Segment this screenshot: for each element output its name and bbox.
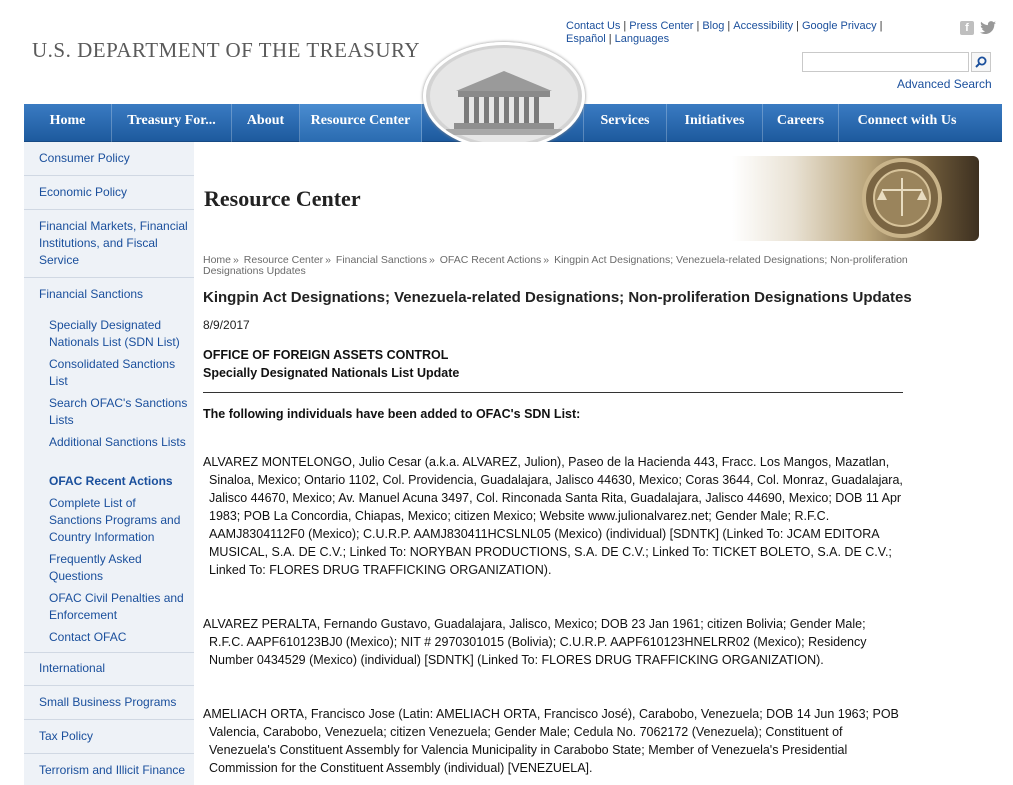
nav-treasury-for[interactable]: Treasury For...	[112, 104, 232, 142]
sidebar-subitem-programs-list[interactable]: Complete List of Sanctions Programs and Country Information	[49, 496, 181, 544]
building-image	[426, 45, 582, 147]
treasury-building-logo[interactable]	[423, 42, 585, 150]
office-heading	[203, 346, 459, 382]
sidebar-item-consumer-policy[interactable]: Consumer Policy	[39, 151, 130, 165]
sidebar-divider	[24, 277, 194, 278]
sidebar-subitem-additional-lists[interactable]: Additional Sanctions Lists	[49, 435, 186, 449]
sdn-entry: ALVAREZ PERALTA, Fernando Gustavo, Guadalajara, Jalisco, Mexico; DOB 23 Jan 1961; citizen Bolivia; Gender Male; R.F.C. AAPF610123BJ0 (Mexico); NIT # 2970301015 (Bolivia); C.U.R.P. AAPF610123HNELRR02 (Mexico); Residency Number 0434529 (Mexico) (individual) [SDNTK] (Linked To: FLORES DRUG TRAFFICKING ORGANIZATION).	[203, 617, 867, 667]
sidebar-subitem-civil-penalties[interactable]: OFAC Civil Penalties and Enforcement	[49, 591, 184, 622]
contact-us-link[interactable]: Contact Us	[566, 20, 621, 32]
nav-about[interactable]: About	[232, 104, 300, 142]
sidebar-subitem-recent-actions[interactable]: OFAC Recent Actions	[49, 474, 173, 488]
sidebar	[24, 142, 194, 785]
espanol-link[interactable]: Español	[566, 33, 606, 45]
resource-center-banner	[732, 156, 979, 241]
sidebar-divider	[24, 209, 194, 210]
breadcrumb-financial-sanctions[interactable]: Financial Sanctions	[335, 254, 427, 266]
breadcrumb-current: Kingpin Act Designations; Venezuela-related Designations; Non-proliferation Designations Updates	[203, 254, 908, 277]
sidebar-divider	[24, 719, 194, 720]
sidebar-subitem-search-lists[interactable]: Search OFAC's Sanctions Lists	[49, 396, 188, 427]
main-content	[194, 142, 1002, 785]
sidebar-divider	[24, 175, 194, 176]
search-icon	[975, 56, 987, 68]
sdn-entry: ALVAREZ MONTELONGO, Julio Cesar (a.k.a. ALVAREZ, Julion), Paseo de la Hacienda 443, Fracc. Los Mangos, Mazatlan, Sinaloa, Mexico; Ontario 1102, Col. Providencia, Guadalajara, Jalisco 44630, Mexico; Coras 3644, Col. Monraz, Guadalajara, Jalisco 44670, Mexico; Av. Manuel Acuna 3497, Col. Rinconada Santa Rita, Guadalajara, Jalisco 44690, Mexico; DOB 11 Apr 1983; POB La Concordia, Chiapas, Mexico; citizen Mexico; Website www.julionalvarez.net; Gender Male; R.F.C. AAMJ8304112F0 (Mexico); C.U.R.P. AAMJ830411HCSLNL05 (Mexico) (individual) [SDNTK] (Linked To: JCAM EDITORA MUSICAL, S.A. DE C.V.; Linked To: NORYBAN PRODUCTIONS, S.A. DE C.V.; Linked To: TICKET BOLETO, S.A. DE C.V.; Linked To: FLORES DRUG TRAFFICKING ORGANIZATION).	[203, 455, 903, 577]
sidebar-divider	[24, 652, 194, 653]
article-date: 8/9/2017	[203, 318, 250, 332]
search-input[interactable]	[802, 52, 969, 72]
nav-resource-center[interactable]: Resource Center	[300, 104, 422, 142]
social-links	[960, 21, 994, 35]
article-title: Kingpin Act Designations; Venezuela-related Designations; Non-proliferation Designations Updates	[203, 289, 912, 306]
site-title[interactable]: U.S. DEPARTMENT OF THE TREASURY	[32, 38, 421, 62]
treasury-seal-image	[732, 156, 979, 241]
accessibility-link[interactable]: Accessibility	[733, 20, 794, 32]
breadcrumb-home[interactable]: Home	[203, 254, 232, 266]
breadcrumb: Home » Resource Center » Financial Sanctions » OFAC Recent Actions » Kingpin Act Designations; Venezuela-related Designations; Non-proliferation Designations Updates	[203, 254, 908, 277]
nav-connect-with-us[interactable]: Connect with Us	[857, 113, 957, 128]
twitter-icon[interactable]	[980, 21, 994, 35]
divider-rule	[203, 392, 903, 393]
facebook-icon[interactable]: f	[960, 21, 974, 35]
sidebar-subitem-contact-ofac[interactable]: Contact OFAC	[49, 630, 127, 644]
nav-services[interactable]: Services	[583, 104, 667, 142]
sidebar-item-international[interactable]: International	[39, 661, 106, 675]
sidebar-subitem-sdn-list[interactable]: Specially Designated Nationals List (SDN List)	[49, 318, 180, 349]
nav-initiatives[interactable]: Initiatives	[667, 104, 763, 142]
sidebar-item-small-business[interactable]: Small Business Programs	[39, 695, 177, 709]
advanced-search-link[interactable]: Advanced Search	[897, 77, 992, 91]
office-subtitle: Specially Designated Nationals List Update	[203, 366, 460, 380]
utility-links: Contact Us | Press Center | Blog | Accessibility | Google Privacy | Español | Languages	[566, 20, 883, 45]
office-name: OFFICE OF FOREIGN ASSETS CONTROL	[203, 348, 449, 362]
added-heading: The following individuals have been added to OFAC's SDN List:	[203, 407, 581, 421]
sidebar-item-terrorism[interactable]: Terrorism and Illicit Finance	[39, 763, 186, 777]
sidebar-item-tax-policy[interactable]: Tax Policy	[39, 729, 94, 743]
sdn-entry: AMELIACH ORTA, Francisco Jose (Latin: AMELIACH ORTA, Francisco José), Carabobo, Venezuela; DOB 14 Jun 1963; POB Valencia, Carabobo, Venezuela; citizen Venezuela; Gender Male; Cedula No. 7062172 (Venezuela); Constituent of Venezuela's Constituent Assembly for Valencia Municipality in Carabobo State; Member of Venezuela's Presidential Commission for the Constituent Assembly (individual) [VENEZUELA].	[203, 707, 899, 775]
sidebar-divider	[24, 753, 194, 754]
search-button[interactable]	[971, 52, 991, 72]
google-privacy-link[interactable]: Google Privacy	[802, 20, 877, 32]
nav-careers[interactable]: Careers	[763, 104, 839, 142]
sidebar-divider	[24, 685, 194, 686]
sidebar-item-economic-policy[interactable]: Economic Policy	[39, 185, 128, 199]
sidebar-item-financial-sanctions[interactable]: Financial Sanctions	[39, 287, 144, 301]
sidebar-item-financial-markets[interactable]: Financial Markets, Financial Institutions, and Fiscal Service	[39, 219, 188, 267]
page-title: Resource Center	[204, 186, 361, 211]
press-center-link[interactable]: Press Center	[629, 20, 694, 32]
breadcrumb-ofac-recent-actions[interactable]: OFAC Recent Actions	[439, 254, 542, 266]
sidebar-subitem-consolidated-list[interactable]: Consolidated Sanctions List	[49, 357, 176, 388]
breadcrumb-resource-center[interactable]: Resource Center	[243, 254, 324, 266]
languages-link[interactable]: Languages	[614, 33, 670, 45]
nav-home[interactable]: Home	[24, 104, 112, 142]
sidebar-subitem-faq[interactable]: Frequently Asked Questions	[49, 552, 142, 583]
blog-link[interactable]: Blog	[702, 20, 725, 32]
